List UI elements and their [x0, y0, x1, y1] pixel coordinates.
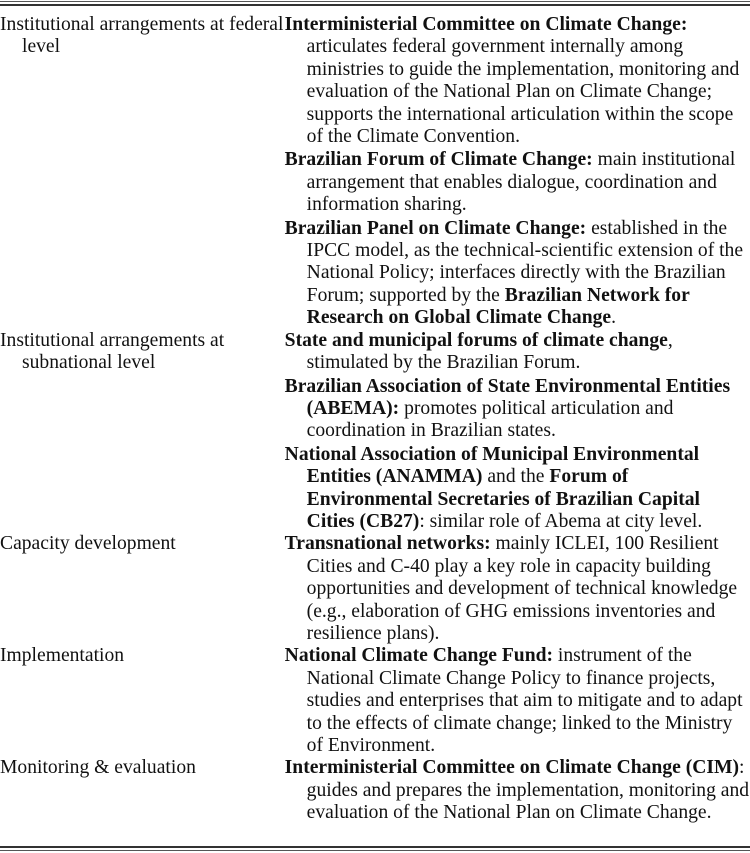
entry: [285, 757, 750, 824]
entry-text: mainly ICLEI, 100 Resilient Cities and C-40 play a key role in capacity building opportunities and development of technical knowledge (e.g., elaboration of GHG emissions inventories and resilience plans).: [306, 533, 738, 644]
entry-term: Transnational networks:: [284, 533, 491, 555]
row-category: Monitoring & evaluation: [0, 757, 196, 779]
entry-text: promotes political articulation and coordination in Brazilian states.: [306, 397, 674, 442]
entry-text: .: [611, 307, 616, 329]
entry: [285, 376, 750, 443]
entry: [285, 645, 750, 757]
entry-text: instrument of the National Climate Change Policy to finance projects, studies and enterprises that aim to mitigate and to adapt to the effects of climate change; linked to the Ministry of Environment.: [306, 645, 743, 756]
entry: [285, 533, 750, 645]
table-row: [0, 14, 750, 330]
bottom-rule-inner: [0, 846, 750, 848]
top-rule-inner: [0, 4, 750, 6]
entry-text: and the: [482, 466, 550, 488]
entry-term: Interministerial Committee on Climate Change:: [284, 14, 688, 35]
row-category: Implementation: [0, 645, 125, 667]
entry: [285, 149, 750, 216]
table-row: [0, 533, 750, 645]
row-description: [285, 533, 750, 645]
table-row: [0, 757, 750, 824]
entry-term: National Association of Municipal Environmental Entities (ANAMMA): [284, 443, 700, 488]
entry-term: Interministerial Committee on Climate Change (CIM): [284, 757, 740, 779]
row-description: [285, 14, 750, 330]
table-row: [0, 330, 750, 534]
entry-text: : guides and prepares the implementation, monitoring and evaluation of the National Plan on Climate Change.: [306, 757, 750, 824]
row-category: Institutional arrangements at subnational level: [0, 329, 225, 374]
entry-text: , stimulated by the Brazilian Forum.: [306, 329, 673, 374]
entry-term: Forum of Environmental Secretaries of Brazilian Capital Cities (CB27): [306, 466, 700, 532]
entry-text: main institutional arrangement that enables dialogue, coordination and information sharing.: [306, 149, 736, 216]
entry-text: established in the IPCC model, as the technical-scientific extension of the National Policy; interfaces directly with the Brazilian Forum; supported by the: [306, 217, 744, 306]
entry: [285, 14, 750, 148]
row-category: Institutional arrangements at federal level: [0, 14, 284, 58]
entry-term: Brazilian Association of State Environmental Entities (ABEMA):: [284, 375, 731, 419]
entry: [285, 330, 750, 375]
entry-term: Brazilian Forum of Climate Change:: [284, 149, 593, 171]
top-rule-outer: [0, 1, 750, 2]
row-category: Capacity development: [0, 533, 176, 555]
table-body: [0, 14, 750, 825]
entry-text: : similar role of Abema at city level.: [419, 510, 703, 532]
entry-term: Brazilian Panel on Climate Change:: [284, 217, 587, 239]
table-row: [0, 645, 750, 757]
entry-term: National Climate Change Fund:: [284, 645, 554, 667]
entry: [285, 218, 750, 330]
entry-term: Brazilian Network for Research on Global Climate Change: [306, 284, 690, 329]
entry-text: articulates federal government internally among ministries to guide the implementation, monitoring and evaluation of the National Plan on Climate Change; supports the international articulation within the scope of the Climate Convention.: [306, 36, 740, 148]
row-description: [285, 645, 750, 757]
row-description: [285, 757, 750, 824]
entry: [285, 444, 750, 534]
entry-term: State and municipal forums of climate change: [284, 329, 668, 351]
bottom-rule-outer: [0, 850, 750, 851]
row-description: [285, 330, 750, 534]
climate-governance-table: [0, 14, 750, 825]
